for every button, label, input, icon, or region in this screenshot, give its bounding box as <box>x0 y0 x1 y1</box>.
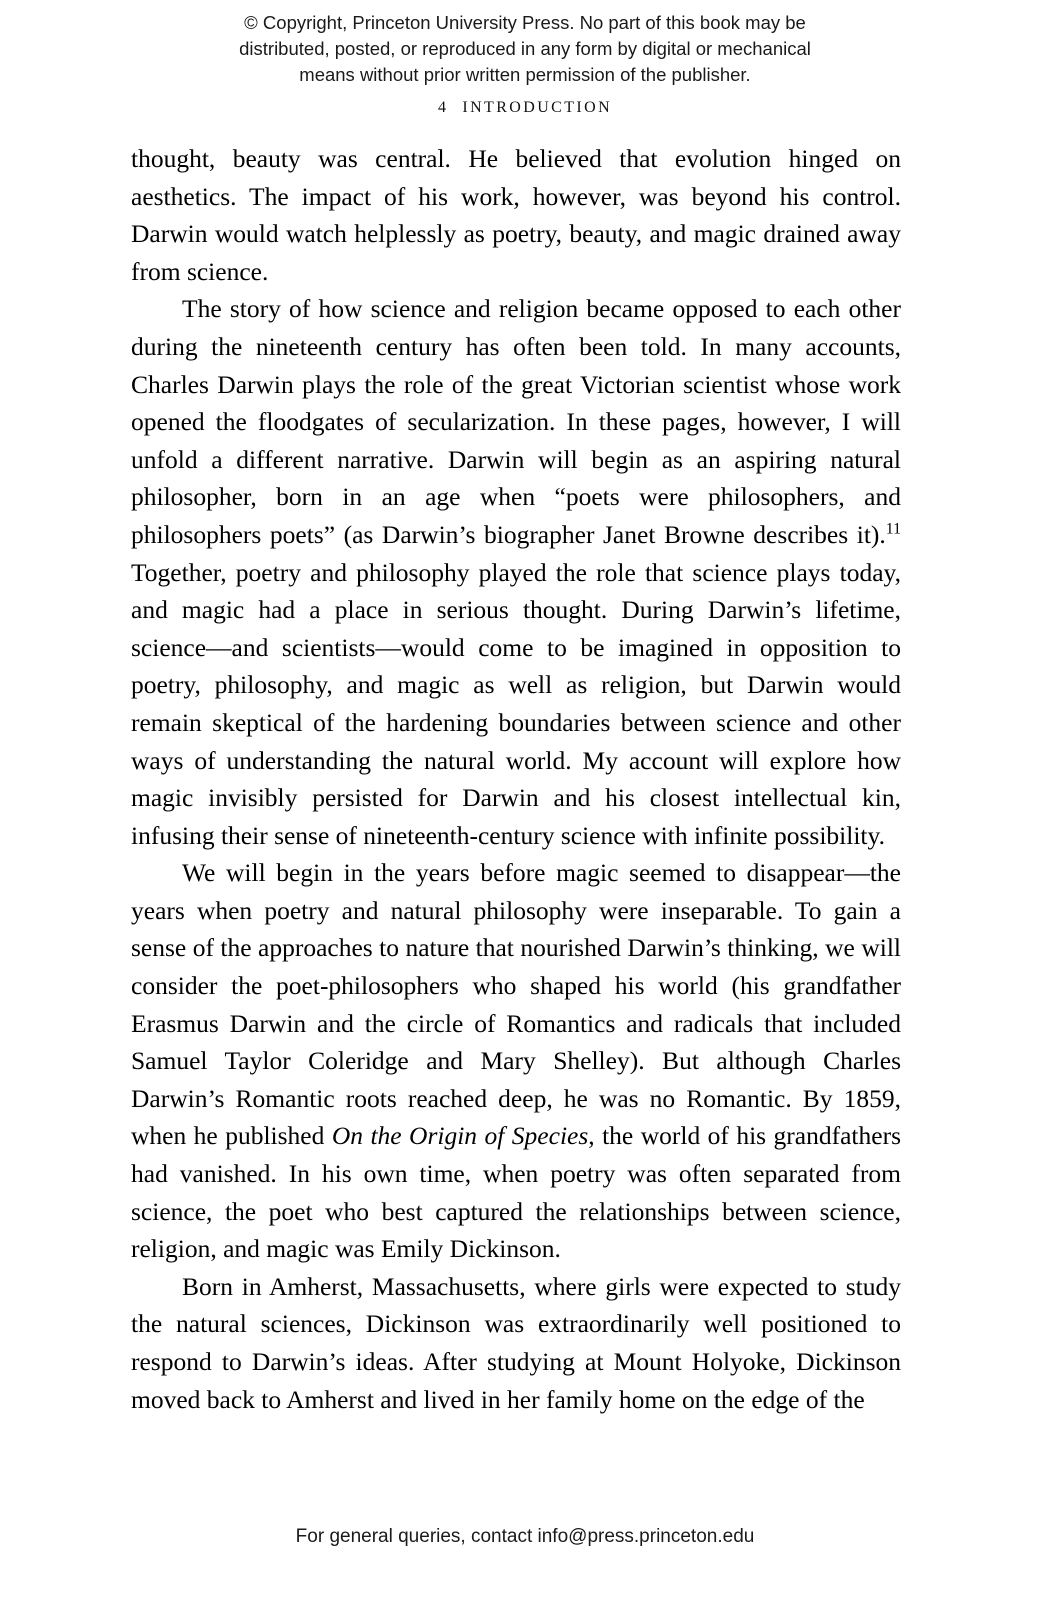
paragraph-3-part-1: We will begin in the years before magic seemed to disappear—the years when poetry and natural philosophy were inseparable. To gain a sense of the approaches to nature that nourished Darwin’s thinking, we will consider the poet-philosophers who shaped his world (his grandfather Erasmus Darwin and the circle of Romantics and radicals that included Samuel Taylor Coleridge and Mary Shelley). But although Charles Darwin’s Romantic roots reached deep, he was no Romantic. By 1859, when he published <box>131 858 901 1151</box>
paragraph-4: Born in Amherst, Massachusetts, where girls were expected to study the natural sciences, Dickinson was extraordinarily well positioned to respond to Darwin’s ideas. After studying at Mount Holyoke, Dickinson moved back to Amherst and lived in her family home on the edge of the <box>131 1271 901 1414</box>
body-text <box>131 140 901 1418</box>
copyright-line-3: means without prior written permission of the publisher. <box>299 64 751 85</box>
paragraph-1: thought, beauty was central. He believed that evolution hinged on aesthetics. The impact of his work, however, was beyond his control. Darwin would watch helplessly as poetry, beauty, and magic drained away from science. <box>131 144 901 286</box>
copyright-notice <box>0 10 1050 88</box>
paragraph-2-part-1: The story of how science and religion became opposed to each other during the nineteenth century has often been told. In many accounts, Charles Darwin plays the role of the great Victorian scientist whose work opened the floodgates of secularization. In these pages, however, I will unfold a different narrative. Darwin will begin as an aspiring natural philosopher, born in an age when “poets were philosophers, and philosophers poets” (as Darwin’s biographer Janet Browne describes it). <box>131 294 901 549</box>
footnote-marker-11: 11 <box>885 520 901 538</box>
running-head <box>0 99 1050 117</box>
footer-queries-note: For general queries, contact info@press.princeton.edu <box>295 1526 755 1547</box>
paragraph-2 <box>131 290 901 854</box>
paragraph-3-part-2: , the world of his grandfathers had vanished. In his own time, when poetry was often separated from science, the poet who best captured the relationships between science, religion, and magic was Emily Dickinson. <box>131 1121 901 1264</box>
copyright-line-2: distributed, posted, or reproduced in any form by digital or mechanical <box>239 38 811 59</box>
page-number: 4 <box>437 99 449 116</box>
paragraph-2-part-2: Together, poetry and philosophy played the role that science plays today, and magic had a place in serious thought. During Darwin’s lifetime, science—and scientists—would come to be imagined in opposition to poetry, philosophy, and magic as well as religion, but Darwin would remain skeptical of the hardening boundaries between science and other ways of understanding the natural world. My account will explore how magic invisibly persisted for Darwin and his closest intellectual kin, infusing their sense of nineteenth-century science with infinite possibility. <box>131 557 901 850</box>
running-head-title: INTRODUCTION <box>462 99 613 116</box>
paragraph-3 <box>131 854 901 1268</box>
copyright-line-1: © Copyright, Princeton University Press. No part of this book may be <box>244 12 806 33</box>
book-title-origin-of-species: On the Origin of Species <box>331 1121 589 1151</box>
